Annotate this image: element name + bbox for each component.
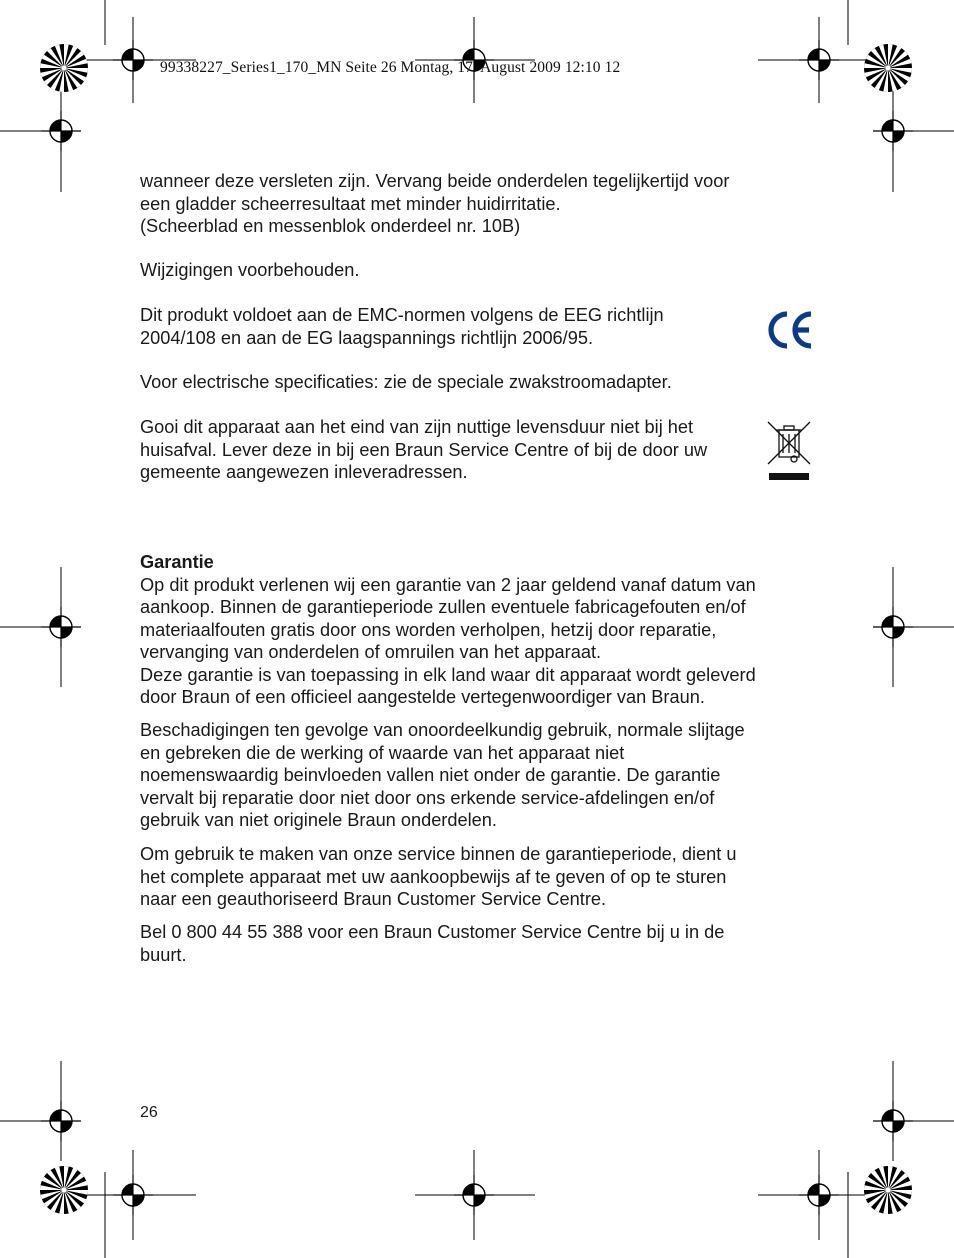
warranty-line: door Braun of een officieel aangestelde vertegenwoordiger van Braun. xyxy=(140,687,705,707)
emc-line: 2004/108 en aan de EG laagspannings richtlijn 2006/95. xyxy=(140,327,594,348)
disposal-line: huisafval. Lever deze in bij een Braun Service Centre of bij de door uw xyxy=(140,439,708,460)
wear-line: een gladder scheerresultaat met minder huidirritatie. xyxy=(140,193,561,214)
damage-line: Beschadigingen ten gevolge van onoordeelkundig gebruik, normale slijtage xyxy=(140,720,745,740)
emc-paragraph xyxy=(140,304,760,349)
page-number: 26 xyxy=(140,1104,158,1121)
changes-reserved-text: Wijzigingen voorbehouden. xyxy=(140,260,360,280)
warranty-line: aankoop. Binnen de garantieperiode zullen eventuele fabricagefouten en/of xyxy=(140,597,746,617)
ce-conformity-icon xyxy=(763,306,815,354)
warranty-section xyxy=(140,551,820,709)
damage-line: gebruik van niet originele Braun onderdelen. xyxy=(140,810,497,830)
wear-line: wanneer deze versleten zijn. Vervang beide onderdelen tegelijkertijd voor xyxy=(140,171,730,191)
damage-line: vervalt bij reparatie door niet door ons erkende service-afdelingen en/of xyxy=(140,787,715,808)
wear-paragraph xyxy=(140,170,820,238)
service-line: naar een geauthoriseerd Braun Customer Service Centre. xyxy=(140,889,607,909)
wear-line: (Scheerblad en messenblok onderdeel nr. 10B) xyxy=(140,216,521,236)
warranty-line: vervanging van onderdelen of omruilen van het apparaat. xyxy=(140,642,602,662)
damage-paragraph xyxy=(140,719,820,832)
service-line: het complete apparaat met uw aankoopbewijs af te geven of op te sturen xyxy=(140,866,727,887)
warranty-line: Op dit produkt verlenen wij een garantie van 2 jaar geldend vanaf datum van xyxy=(140,574,756,595)
disposal-line: Gooi dit apparaat aan het eind van zijn nuttige levensduur niet bij het xyxy=(140,417,694,437)
disposal-line: gemeente aangewezen inleveradressen. xyxy=(140,462,468,482)
disposal-paragraph xyxy=(140,416,765,484)
warranty-line: Deze garantie is van toepassing in elk land waar dit apparaat wordt geleverd xyxy=(140,664,756,685)
electrical-spec-text: Voor electrische specificaties: zie de speciale zwakstroomadapter. xyxy=(140,372,672,392)
emc-line: Dit produkt voldoet aan de EMC-normen volgens de EEG richtlijn xyxy=(140,305,664,325)
print-slug-line: 99338227_Series1_170_MN Seite 26 Montag, 17. August 2009 12:10 12 xyxy=(160,59,621,76)
call-paragraph xyxy=(140,921,820,966)
damage-line: en gebreken die de werking of waarde van het apparaat niet xyxy=(140,742,625,763)
call-line: buurt. xyxy=(140,944,187,965)
warranty-heading: Garantie xyxy=(140,552,214,572)
call-line: Bel 0 800 44 55 388 voor een Braun Customer Service Centre bij u in de xyxy=(140,922,725,942)
damage-line: noemenswaardig beinvloeden vallen niet onder de garantie. De garantie xyxy=(140,765,721,785)
warranty-line: materiaalfouten gratis door ons worden verholpen, hetzij door reparatie, xyxy=(140,619,717,640)
crossed-out-wheelie-bin-icon xyxy=(764,418,814,484)
service-paragraph xyxy=(140,843,820,911)
service-line: Om gebruik te maken van onze service binnen de garantieperiode, dient u xyxy=(140,844,737,864)
